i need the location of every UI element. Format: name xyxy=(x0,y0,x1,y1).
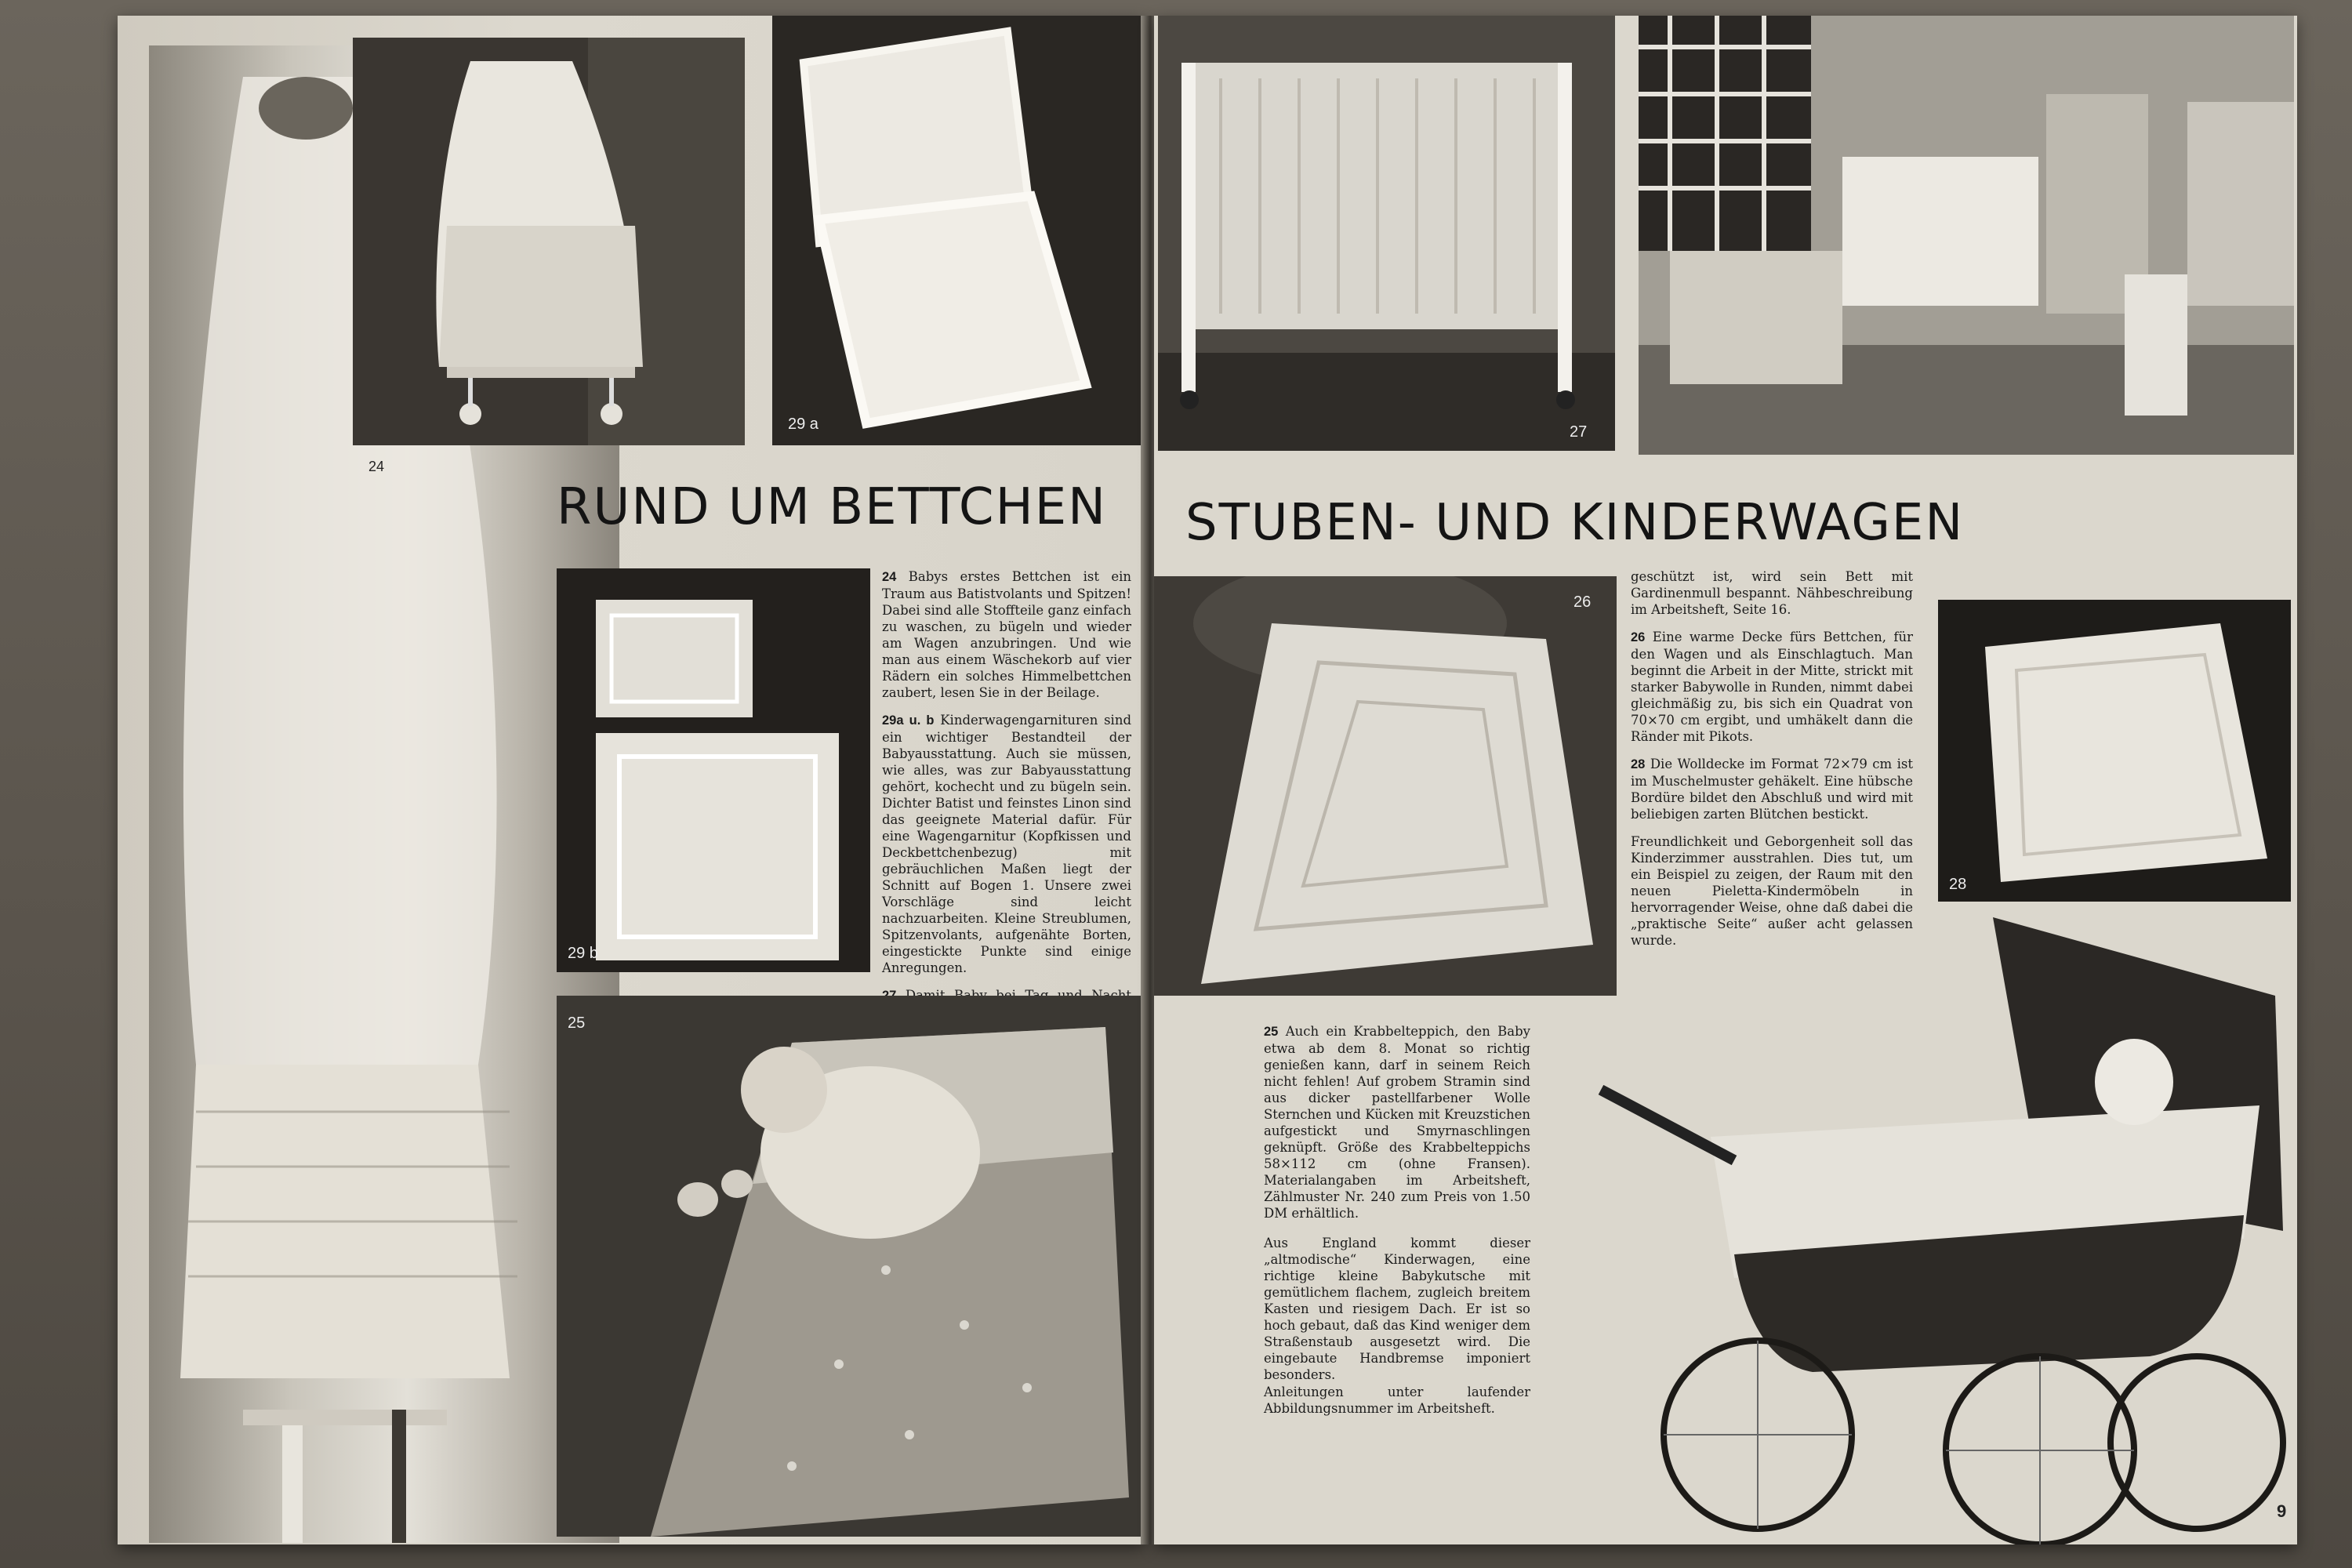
page-number: 9 xyxy=(2277,1501,2287,1521)
crib-drawing xyxy=(1158,16,1615,451)
nursery-drawing xyxy=(1639,16,2294,455)
photo-28-crochet-blanket xyxy=(1938,600,2291,902)
pillow-drawing xyxy=(772,16,1141,445)
crawling-rug-drawing xyxy=(557,996,1145,1537)
caption-room: Freundlichkeit und Geborgenheit soll das Kinderzimmer ausstrahlen. Dies tut, um ein Beispiel zu zeigen, der Raum mit den neuen Pieletta-Kindermöbeln in hervorragender Weise, ohne daß dabei die „praktische Seite“ außer acht gelassen wurde. xyxy=(1631,834,1913,948)
photo-24-bassinet xyxy=(353,38,745,445)
headline-rund-um-bettchen: RUND UM BETTCHEN xyxy=(557,478,1107,536)
caption-pram: Aus England kommt dieser „altmodische“ Kinderwagen, eine richtige kleine Babykutsche mit gemütlichem flachem, zugleich breitem Kasten und riesigem Dach. Er ist so hoch gebaut, daß das Kind weniger dem Straßenstaub ausgesetzt wird. Die eingebaute Handbremse imponiert besonders. xyxy=(1264,1236,1530,1382)
right-page xyxy=(1154,16,2297,1544)
photo-27-crib xyxy=(1158,16,1615,451)
photo-english-pram xyxy=(1554,902,2297,1544)
caption-27-continued: geschützt ist, wird sein Bett mit Gardinenmull bespannt. Nähbeschreibung im Arbeitsheft, Seite 16. xyxy=(1631,569,1913,617)
pram-drawing xyxy=(1554,902,2297,1544)
bassinet-drawing xyxy=(353,38,745,445)
label-27: 27 xyxy=(1570,423,1588,441)
label-29b: 29 b xyxy=(568,945,598,962)
photo-29b-pram-set xyxy=(557,568,870,972)
photo-29a-pillow xyxy=(772,16,1141,445)
left-page xyxy=(118,16,1145,1544)
label-28: 28 xyxy=(1949,876,1967,893)
label-29a: 29 a xyxy=(788,416,818,433)
caption-25: 25 Auch ein Krabbelteppich, den Baby etwa ab dem 8. Monat so richtig genießen kann, darf in seinem Reich nicht fehlen! Auf grobem Stramin sind aus dicker pastellfarbener Wolle Sternchen und Kücken mit Kreuzstichen aufgestickt und Smyrnaschlingen geknüpft. Größe des Krabbelteppichs 58×112 cm (ohne Fransen). Materialangaben im Arbeitsheft, Zählmuster Nr. 240 zum Preis von 1.50 DM erhältlich. xyxy=(1264,1024,1530,1221)
caption-28: 28 Die Wolldecke im Format 72×79 cm ist im Muschelmuster gehäkelt. Eine hübsche Bordüre bildet den Abschluß und wird mit beliebigen zarten Blütchen bestickt. xyxy=(1631,757,1913,822)
caption-26: 26 Eine warme Decke fürs Bettchen, für den Wagen und als Einschlagtuch. Man beginnt die Arbeit in der Mitte, strickt mit starker Babywolle in Runden, nimmt dabei gleichmäßig zu, bis sich ein Quadrat von 70×70 cm ergibt, und umhäkelt dann die Ränder mit Pikots. xyxy=(1631,630,1913,744)
magazine-spread xyxy=(118,16,2297,1544)
caption-pram-block xyxy=(1264,1235,1530,1394)
label-26: 26 xyxy=(1573,593,1592,611)
pram-set-drawing xyxy=(557,568,870,972)
photo-nursery-room xyxy=(1639,16,2294,455)
footer-note-block xyxy=(1264,1384,1530,1428)
left-caption-column xyxy=(882,568,1131,1032)
photo-26-knitted-blanket xyxy=(1154,576,1617,996)
crochet-blanket-drawing xyxy=(1938,600,2291,902)
headline-stuben-und-kinderwagen: STUBEN- UND KINDERWAGEN xyxy=(1185,494,1965,552)
label-24: 24 xyxy=(368,459,385,474)
footer-note: Anleitungen unter laufender Abbildungsnummer im Arbeitsheft. xyxy=(1264,1385,1530,1416)
label-25: 25 xyxy=(568,1014,586,1032)
caption-25-block xyxy=(1264,1023,1530,1232)
photo-25-crawling-rug xyxy=(557,996,1145,1537)
caption-29: 29a u. b Kinderwagengarnituren sind ein wichtiger Bestandteil der Babyausstattung. Auch sie müssen, wie alles, was zur Babyausstattung gehört, kochecht und zu bügeln sein. Dichter Batist und feinstes Linon sind das geeignete Material dafür. Für eine Wagengarnitur (Kopfkissen und Deckbettchenbezug) mit gebräuchlichen Maßen liegt der Schnitt auf Bogen 1. Unsere zwei Vorschläge sind leicht nachzuarbeiten. Kleine Streublumen, Spitzenvolants, aufgenähte Borten, eingestickte Punkte sind einige Anregungen. xyxy=(882,713,1132,975)
blanket-drawing xyxy=(1154,576,1617,996)
caption-24: 24 Babys erstes Bettchen ist ein Traum aus Batistvolants und Spitzen! Dabei sind alle Stoffteile ganz einfach zu waschen, zu bügeln und wieder am Wagen anzubringen. Und wie man aus einem Wäschekorb auf vier Rädern ein solches Himmelbettchen zaubert, lesen Sie in der Beilage. xyxy=(882,569,1132,700)
